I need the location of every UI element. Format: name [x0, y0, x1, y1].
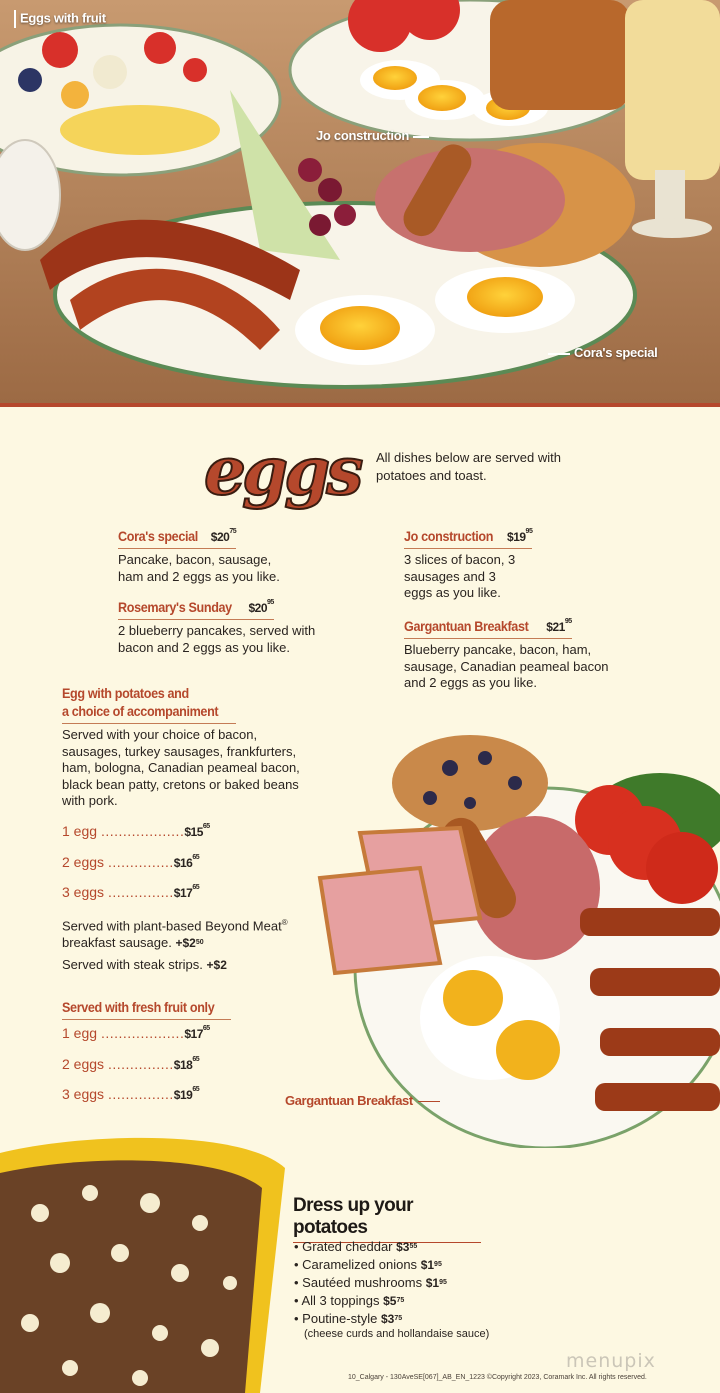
qty-price	[174, 1058, 199, 1072]
accompaniment-title-line2: a choice of accompaniment	[62, 703, 219, 719]
price-main: $1	[425, 1276, 440, 1290]
hero-border	[0, 403, 720, 407]
price-main: $3	[380, 1312, 395, 1326]
topping-name: • All 3 toppings	[294, 1293, 380, 1308]
label-dash-icon	[418, 1101, 440, 1103]
item-name: Gargantuan Breakfast	[404, 618, 529, 634]
hero-label-jo-text: Jo construction	[316, 128, 410, 143]
section-fresh-fruit	[62, 999, 231, 1023]
watermark: menupix	[566, 1350, 656, 1372]
qty-label: 1 egg	[62, 823, 98, 839]
leader-dots: ...................	[100, 1025, 185, 1041]
price-cents: 75	[394, 1315, 403, 1322]
leader-dots: ...............	[107, 854, 174, 870]
price-cents: 95	[267, 599, 274, 606]
price-main: $19	[173, 1088, 193, 1102]
eggs-title-text: eggs	[204, 432, 360, 510]
price-main: +$2	[175, 935, 196, 950]
registered-mark: ®	[281, 918, 288, 927]
item-desc: 3 slices of bacon, 3 sausages and 3 eggs as you like.	[404, 552, 516, 600]
topping-name: • Sautéed mushrooms	[294, 1275, 423, 1290]
qty-price	[184, 825, 209, 839]
price-cents: 65	[192, 1086, 200, 1093]
fruit-row-3-eggs	[62, 1086, 199, 1102]
price-main: $1	[420, 1258, 435, 1272]
price-main: $16	[173, 856, 193, 870]
item-desc: 2 blueberry pancakes, served with bacon and 2 eggs as you like.	[118, 623, 316, 655]
qty-label: 2 eggs	[62, 854, 105, 870]
potato-topping-item	[294, 1292, 447, 1310]
item-price	[507, 530, 532, 544]
price-cents: 50	[195, 938, 204, 946]
price-cents: 95	[439, 1279, 447, 1286]
accompaniment-row-1-egg	[62, 823, 210, 839]
topping-name: • Caramelized onions	[294, 1257, 418, 1272]
fruit-row-2-eggs	[62, 1056, 199, 1072]
item-gargantuan-breakfast	[404, 618, 644, 692]
item-name: Rosemary's Sunday	[118, 599, 232, 615]
plate-label-gargantuan	[285, 1093, 440, 1108]
price-main: $21	[546, 620, 565, 634]
accompaniment-row-3-eggs	[62, 884, 199, 900]
price-cents: 65	[202, 1025, 210, 1032]
price-cents: 55	[409, 1243, 418, 1250]
item-price	[211, 530, 236, 544]
item-head	[404, 618, 572, 639]
price-main: $20	[248, 601, 268, 615]
price-main: $3	[396, 1240, 410, 1254]
fruit-title: Served with fresh fruit only	[62, 999, 215, 1015]
hero-photo	[0, 0, 720, 405]
leader-dots: ...............	[107, 884, 174, 900]
item-name: Cora's special	[118, 528, 198, 544]
price-main: $5	[383, 1294, 397, 1308]
item-jo-construction	[404, 528, 604, 602]
footer-copyright: 10_Calgary - 130AveSE[067]_AB_EN_1223 ©Copyright 2023, Coramark Inc. All rights reserved.	[348, 1374, 647, 1381]
price-main: $17	[184, 1027, 203, 1041]
fruit-row-1-egg	[62, 1025, 210, 1041]
topping-price	[426, 1276, 447, 1290]
beyond-price	[175, 936, 203, 950]
potato-topping-item	[294, 1256, 447, 1274]
price-cents: 95	[564, 618, 572, 625]
item-desc: Blueberry pancake, bacon, ham, sausage, Canadian peameal bacon and 2 eggs as you like.	[404, 642, 609, 690]
item-price	[546, 620, 571, 634]
qty-label: 1 egg	[62, 1025, 98, 1041]
steak-text: Served with steak strips.	[62, 957, 203, 972]
accompaniment-title-line1: Egg with potatoes and	[62, 685, 189, 701]
topping-price	[383, 1294, 404, 1308]
leader-dots: ...................	[100, 823, 185, 839]
qty-price	[184, 1027, 209, 1041]
intro-text: All dishes below are served with potatoes and toast.	[376, 450, 561, 483]
leader-dots: ...............	[107, 1086, 174, 1102]
price-cents: 65	[192, 854, 200, 861]
topping-price	[421, 1258, 442, 1272]
item-price	[248, 601, 273, 615]
hero-label-eggs-with-fruit	[14, 10, 106, 28]
price-cents: 95	[525, 528, 533, 535]
price-cents: 75	[229, 528, 237, 535]
item-head	[62, 703, 236, 724]
price-cents: 95	[434, 1261, 442, 1268]
poutine-note: (cheese curds and hollandaise sauce)	[304, 1328, 490, 1340]
price-cents: 65	[202, 823, 210, 830]
qty-label: 3 eggs	[62, 884, 105, 900]
price-cents: 75	[396, 1297, 405, 1304]
price-main: $15	[184, 825, 203, 839]
qty-price	[174, 886, 199, 900]
qty-label: 3 eggs	[62, 1086, 105, 1102]
potato-topping-item	[294, 1238, 447, 1256]
price-cents: 65	[192, 884, 200, 891]
label-bar-icon	[14, 10, 16, 28]
hero-label-coras-text: Cora's special	[574, 345, 658, 360]
price-main: $17	[173, 886, 193, 900]
price-main: $19	[507, 530, 526, 544]
price-main: $18	[173, 1058, 193, 1072]
potato-topping-item	[294, 1274, 447, 1292]
item-rosemarys-sunday	[118, 599, 348, 656]
price-cents: 65	[192, 1056, 200, 1063]
qty-label: 2 eggs	[62, 1056, 105, 1072]
price-main: $20	[210, 530, 230, 544]
hero-label-coras-special	[544, 345, 657, 360]
qty-price	[174, 1088, 199, 1102]
steak-price: +$2	[206, 958, 227, 972]
beyond-text-2: breakfast sausage.	[62, 934, 172, 950]
label-dash-icon	[548, 353, 570, 355]
topping-name: • Grated cheddar	[294, 1239, 393, 1254]
item-head	[118, 528, 236, 549]
topping-price	[381, 1312, 402, 1326]
qty-price	[174, 856, 199, 870]
note-steak-strips	[62, 957, 227, 974]
item-head	[118, 599, 274, 620]
potatoes-list	[294, 1238, 447, 1328]
hero-label-eggs-fruit-text: Eggs with fruit	[20, 10, 106, 26]
gargantuan-plate-photo	[310, 728, 720, 1148]
label-dash-icon	[413, 136, 429, 138]
plate-label-text: Gargantuan Breakfast	[285, 1093, 413, 1108]
topping-price	[396, 1240, 417, 1254]
eggs-title-logo	[200, 432, 365, 517]
item-head	[404, 528, 532, 549]
item-desc: Pancake, bacon, sausage, ham and 2 eggs as you like.	[118, 552, 280, 584]
hashbrown-photo	[0, 1133, 290, 1393]
section-accompaniment	[62, 685, 322, 810]
accompaniment-row-2-eggs	[62, 854, 199, 870]
accompaniment-desc: Served with your choice of bacon, sausages, turkey sausages, frankfurters, ham, bologna, Canadian peameal bacon, black bean patty, cretons or baked beans with pork.	[62, 727, 300, 808]
potato-topping-item	[294, 1310, 447, 1328]
potatoes-title: Dress up your potatoes	[293, 1195, 481, 1243]
beyond-text-1: Served with plant-based Beyond Meat	[62, 918, 282, 934]
note-beyond-meat	[62, 915, 322, 951]
item-coras-special	[118, 528, 338, 585]
item-name: Jo construction	[404, 528, 494, 544]
hero-label-jo-construction	[316, 128, 433, 143]
topping-name: • Poutine-style	[294, 1311, 378, 1326]
leader-dots: ...............	[107, 1056, 174, 1072]
item-head	[62, 999, 231, 1020]
